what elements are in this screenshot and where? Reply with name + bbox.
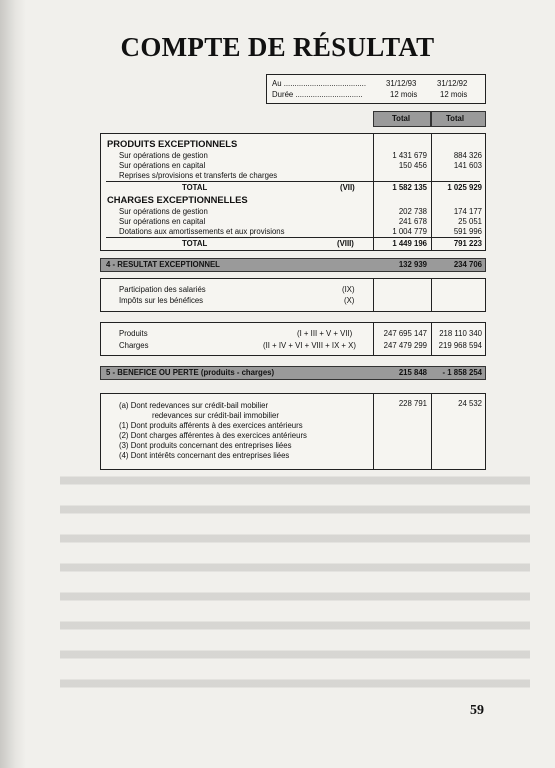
charges-row-v1: 202 738 [398,207,427,216]
page-title: COMPTE DE RÉSULTAT [120,32,435,62]
totals-produits-v2: 218 110 340 [439,329,482,338]
charges-total-label: TOTAL [182,239,208,248]
produits-total-label: TOTAL [182,183,208,192]
column-divider [431,278,432,312]
participation-row-code: (IX) [342,285,355,294]
participation-row-code: (X) [344,296,355,305]
resultat-exceptionnel-v1: 132 939 [398,260,427,269]
period-col1-duration: 12 mois [390,90,418,99]
charges-row-v2: 25 051 [458,217,482,226]
note-line: (2) Dont charges afférentes à des exercices antérieurs [119,431,307,440]
note-line: (a) Dont redevances sur crédit-bail mobilier [119,401,269,410]
column-header-2-label: Total [446,114,465,123]
charges-row-v2: 174 177 [453,207,482,216]
produits-total-v2: 1 025 929 [447,183,482,192]
produits-row-label: Sur opérations de gestion [119,151,208,160]
totals-charges-label: Charges [119,341,149,350]
totals-charges-v1: 247 479 299 [383,341,427,350]
notes-v2: 24 532 [458,399,482,408]
note-line: (4) Dont intérêts concernant des entreprises liées [119,451,290,460]
note-line: (1) Dont produits afférents à des exercices antérieurs [119,421,303,430]
charges-total-v1: 1 449 196 [392,239,427,248]
note-line: redevances sur crédit-bail immobilier [152,411,279,420]
period-col2-date: 31/12/92 [437,79,468,88]
produits-row-label: Sur opérations en capital [119,161,206,170]
period-au-label: Au ...................................... [272,79,367,88]
totals-charges-formula: (II + IV + VI + VIII + IX + X) [263,341,356,350]
produits-row-v1: 150 456 [398,161,427,170]
page-gutter-shadow [0,0,26,768]
charges-row-v1: 1 004 779 [392,227,427,236]
produits-header: PRODUITS EXCEPTIONNELS [107,138,238,149]
benefice-v2: - 1 858 254 [442,368,482,377]
period-col1-date: 31/12/93 [386,79,417,88]
totals-produits-label: Produits [119,329,148,338]
charges-row-v2: 591 996 [453,227,482,236]
charges-total-v2: 791 223 [453,239,482,248]
produits-total-v1: 1 582 135 [392,183,427,192]
charges-total-code: (VIII) [337,239,354,248]
notes-v1: 228 791 [398,399,427,408]
show-through-text [60,460,530,690]
column-header-1-label: Total [392,114,411,123]
period-col2-duration: 12 mois [440,90,468,99]
participation-box [100,278,486,312]
resultat-exceptionnel-v2: 234 706 [453,260,482,269]
total-rule [106,237,480,238]
benefice-v1: 215 848 [398,368,427,377]
charges-row-label: Dotations aux amortissements et aux provisions [119,227,285,236]
page-number: 59 [470,703,484,718]
produits-row-label: Reprises s/provisions et transferts de charges [119,171,278,180]
charges-row-label: Sur opérations de gestion [119,207,208,216]
resultat-exceptionnel-label: 4 - RESULTAT EXCEPTIONNEL [106,260,220,269]
note-line: (3) Dont produits concernant des entreprises liées [119,441,292,450]
charges-row-v1: 241 678 [398,217,427,226]
produits-row-v2: 884 326 [453,151,482,160]
participation-row-label: Participation des salariés [119,285,206,294]
charges-header: CHARGES EXCEPTIONNELLES [107,194,248,205]
totals-produits-formula: (I + III + V + VII) [297,329,353,338]
produits-row-v1: 1 431 679 [392,151,427,160]
produits-total-code: (VII) [340,183,355,192]
period-duree-label: Durée ............................... [272,90,363,99]
column-divider [373,278,374,312]
totals-charges-v2: 219 968 594 [438,341,482,350]
produits-row-v2: 141 603 [453,161,482,170]
totals-produits-v1: 247 695 147 [383,329,427,338]
charges-row-label: Sur opérations en capital [119,217,206,226]
benefice-label: 5 - BENEFICE OU PERTE (produits - charges) [106,368,275,377]
total-rule [106,181,480,182]
participation-row-label: Impôts sur les bénéfices [119,296,204,305]
